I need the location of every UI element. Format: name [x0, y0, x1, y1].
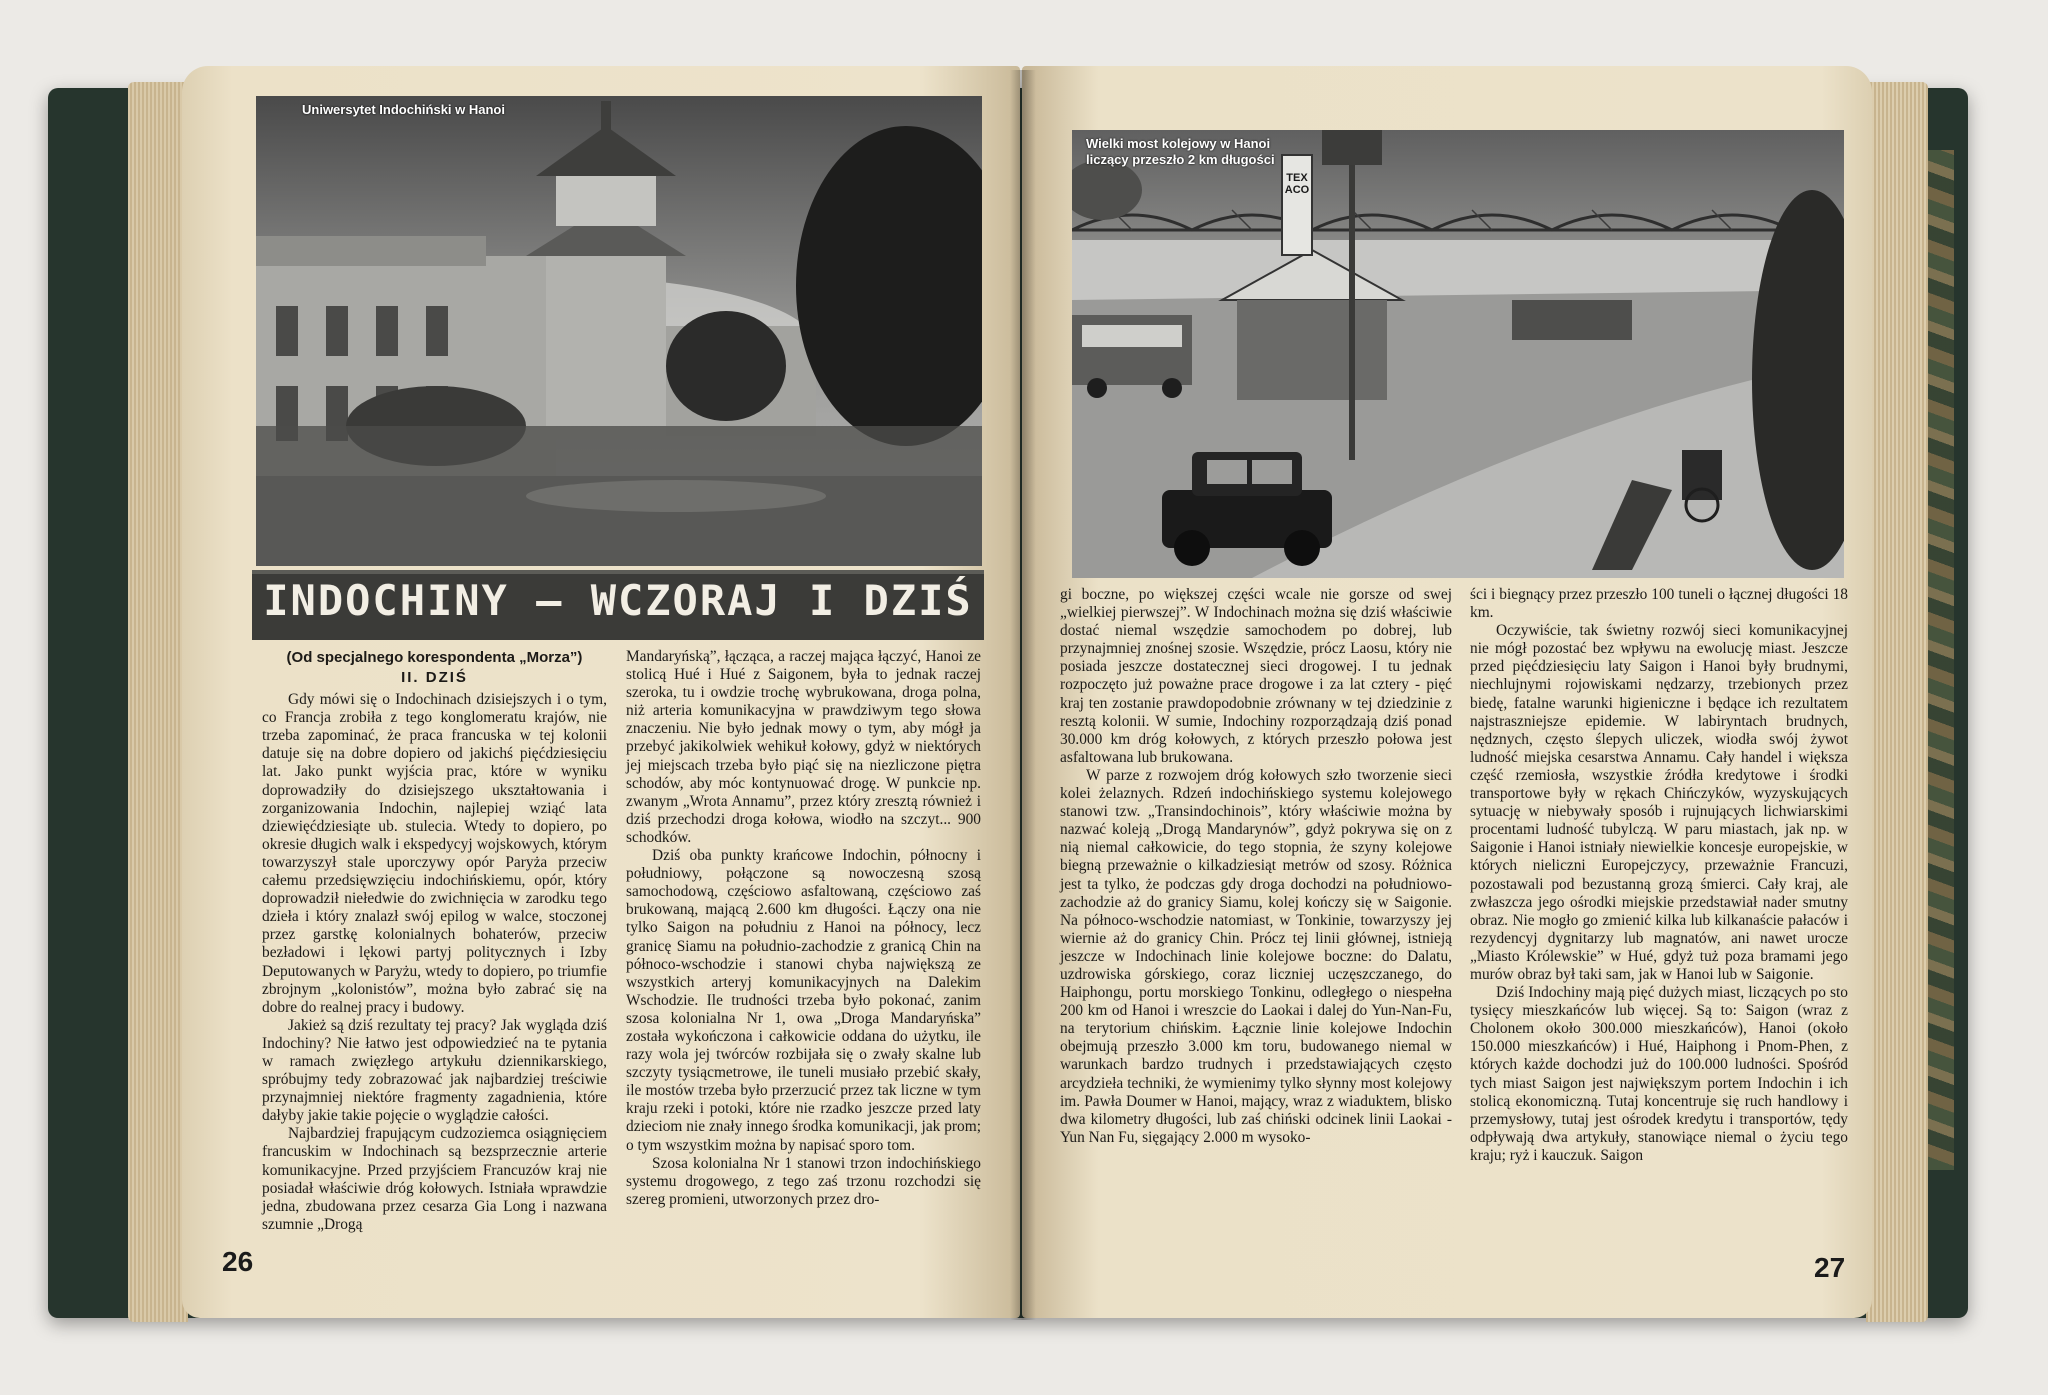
right-page: [1022, 66, 1872, 1318]
paragraph: Najbardziej frapującym cudzoziemca osiągnięciem francuskim w Indochinach są bezsprzecznie arterie komunikacyjne. Przed przyjściem Francuzów kraj nie posiadał właściwie dróg kołowych. Istniała wprawdzie jedna, zbudowana przez cesarza Gia Long i nazwana szumnie „Drogą: [262, 1125, 607, 1233]
left-column-1: [262, 648, 607, 1234]
left-column-2: [626, 648, 981, 1209]
marbled-edge: [1924, 150, 1954, 1170]
article-headline: [252, 570, 984, 640]
right-column-2: [1470, 586, 1848, 1165]
page-block-right: [1866, 82, 1928, 1322]
book-gutter: [1010, 70, 1036, 1320]
paragraph: Dziś Indochiny mają pięć dużych miast, liczących po sto tysięcy mieszkańców lub więcej. Są to: Saigon (wraz z Cholonem około 300.000 mieszkańców), Hanoi (około 150.000 mieszkańców) i Hué, Haiphong i Pnom-Phen, z których każde dochodzi już do 100.000 ludności. Spośród tych miast Saigon jest największym portem Indochin i ich stolicą ekonomiczną. Tutaj koncentruje się ruch handlowy i przemysłowy, tutaj jest ośrodek kredytu i transportów, tędy odpływają dwa artykuły, stanowiące niemal o życiu tego kraju; ryż i kauczuk. Saigon: [1470, 984, 1848, 1164]
page-block-left: [128, 82, 188, 1322]
headline-text: INDOCHINY – WCZORAJ I DZIŚ: [263, 576, 973, 625]
page-number-left: 26: [222, 1246, 254, 1277]
texaco-sign: TEXACO: [1284, 172, 1310, 196]
photo-caption: Uniwersytet Indochiński w Hanoi: [302, 102, 505, 117]
section-heading: II. DZIŚ: [401, 669, 468, 686]
paragraph: Oczywiście, tak świetny rozwój sieci komunikacyjnej nie mógł pozostać bez wpływu na ewolucję miast. Jeszcze przed pięćdziesięciu laty Saigon i Hanoi były brudnymi, niechlujnymi rojowiskami nędzarzy, trzebionych przez biedę, fatalne warunki higieniczne i będące ich rezultatem najstraszniejsze epidemie. W labiryntach brudnych, nędznych, często ślepych uliczek, wiodła swój żywot ludność miejska cesarstwa Annamu. Cały handel i większa część rzemiosła, wszystkie źródła kredytowe i środki transportowe były w rękach Chińczyków, wyzyskujących sytuację w niebywały sposób i rujnujących lichwiarskimi procentami ludność tubylczą. W paru miastach, jak np. w Saigonie i Hanoi istniały niewielkie koncesje europejskie, w których nieliczni Europejczycy, przeważnie Francuzi, pozostawali pod bezustanną grozą śmierci. Cały kraj, ale zwłaszcza jego ośrodki miejskie przedstawiał nader smutny obraz. Nie mogło go zmienić kilka lub kilkanaście pałaców i rezydencyj dygnitarzy lub magnatów, ani nawet urocze „Miasto Królewskie” w Hué, gdyż tuż poza bramami jego murów obraz był taki sam, jak w Hanoi lub w Saigonie.: [1470, 622, 1848, 983]
university-photo: [256, 96, 982, 566]
page-number-right: 27: [1814, 1252, 1846, 1283]
paragraph: gi boczne, po większej części wcale nie gorsze od swej „wielkiej pierwszej”. W Indochinach można się dziś właściwie dostać niemal wszędzie samochodem po dobrej, lub przynajmniej znośnej szosie. Wszędzie, prócz Laosu, który nie posiada jeszcze dostatecznej sieci drogowej. I tu jednak rozpoczęto już poważne prace drogowe i za lat cztery - pięć kraj ten zostanie prawdopodobnie zrównany w tej dziedzinie z resztą kolonii. W sumie, Indochiny rozporządzają dziś ponad 30.000 km dróg kołowych, z których przeszło połowa jest asfaltowana lub brukowana.: [1060, 586, 1452, 766]
paragraph: Jakież są dziś rezultaty tej pracy? Jak wygląda dziś Indochiny? Nie łatwo jest odpowiedzieć na te pytania w ramach zwięzłego artykułu dziennikarskiego, spróbujmy tedy zobrazować jak najbardziej treściwie przynajmniej niektóre fragmenty zagadnienia, które dałyby jakie takie pojęcie o wyglądzie całości.: [262, 1016, 607, 1125]
photo-caption: Wielki most kolejowy w Hanoi liczący przeszło 2 km długości: [1086, 136, 1275, 167]
paragraph: W parze z rozwojem dróg kołowych szło tworzenie sieci kolei żelaznych. Rdzeń indochińskiego systemu kolejowego stanowi tzw. „Transindochinois”, który właściwie można by nazwać koleją „Drogą Mandarynów”, gdyż pokrywa się on z nią niemal całkowicie, do tego stopnia, że szyny kolejowe biegną przeważnie o kilkadziesiąt metrów od szosy. Różnica jest ta tylko, że podczas gdy droga dochodzi na południowo-zachodzie aż do granicy Siamu, kolej kończy się w Saigonie. Na północo-wschodzie natomiast, w Tonkinie, towarzyszy jej wiernie aż do granicy Chin. Prócz tej linii głównej, istnieją jeszcze w Indochinach linie kolejowe boczne: do Dalatu, uzdrowiska górskiego, coraz liczniej uczęszczanego, do Haiphongu, portu morskiego Tonkinu, odległego o niespełna 200 km od Hanoi i wreszcie do Laokai i dalej do Yun-Nan-Fu, na terytorium chińskim. Łącznie linie kolejowe Indochin obejmują przeszło 3.000 km toru, budowanego niemal w warunkach bardzo trudnych i przedstawiających często arcydzieła techniki, że wymienimy tylko słynny most kolejowy im. Pawła Doumer w Hanoi, mający, wraz z wiaduktem, blisko dwa kilometry długości, lub zaś chiński odcinek linii Laokai - Yun Nan Fu, sięgający 2.000 m wysoko-: [1060, 766, 1452, 1146]
paragraph: Mandaryńską”, łącząca, a raczej mająca łączyć, Hanoi ze stolicą Hué i Hué z Saigonem, była to jednak raczej szeroka, tu i owdzie trochę wybrukowana, droga polna, niż arteria komunikacyjna w prawdziwym tego słowa znaczeniu. Nie było jednak mowy o tym, aby mógł ja przebyć jakikolwiek wehikuł kołowy, gdyż w niektórych jej miejscach trzeba było piąć się na niezliczone piętra schodów, aby móc kontynuować drogę. W punkcie np. zwanym „Wrota Annamu”, przez który zresztą również i dziś przechodzi droga kołowa, wiodło na szczyt... 900 schodków.: [626, 648, 981, 846]
byline: (Od specjalnego korespondenta „Morza”): [286, 649, 583, 666]
paragraph: Dziś oba punkty krańcowe Indochin, północny i południowy, połączone są nowoczesną szosą samochodową, częściowo asfaltowaną, częściowo zaś brukowaną, mającą 2.600 km długości. Łączy ona nie tylko Saigon na południu z Hanoi na północy, lecz granicę Siamu na południo-zachodzie z granicą Chin na północo-wschodzie i stanowi chyba największą ze wszystkich arteryj komunikacyjnych na Dalekim Wschodzie. Ile trudności trzeba było pokonać, zanim szosa kolonialna Nr 1, owa „Droga Mandaryńska” została wykończona i całkowicie oddana do użytku, ile razy wola jej twórców rozbijała się o zwały skalne lub szczyty tysiącmetrowe, ile tuneli musiało przebić skały, ile mostów trzeba było przerzucić przez tak liczne w tym kraju rzeki i potoki, które nie rzadko jeszcze przed laty dzieciom nie znały innego środka komunikacji, jak prom; o tym wszystkim można by napisać sporo tom.: [626, 847, 981, 1154]
paragraph: ści i biegnący przez przeszło 100 tuneli o łącznej długości 18 km.: [1470, 586, 1848, 622]
left-page: [182, 66, 1020, 1318]
paragraph: Szosa kolonialna Nr 1 stanowi trzon indochińskiego systemu drogowego, z tego zaś trzonu rozchodzi się szereg promieni, utworzonych przez dro-: [626, 1154, 981, 1208]
paragraph: Gdy mówi się o Indochinach dzisiejszych i o tym, co Francja zrobiła z tego konglomeratu krajów, nie trzeba zapominać, że praca francuska w tej kolonii datuje się na dobre dopiero od jakichś pięćdziesięciu lat. Jako punkt wyjścia prac, które w wyniku doprowadziły do dzisiejszego ukształtowania i zorganizowania Indochin, najlepiej wziąć lata dziewięćdziesiąte ub. stulecia. Wtedy to dopiero, po okresie długich walk i ekspedycyj wojskowych, którym towarzyszył stale uporczywy opór Paryża przeciw całemu przedsięwzięciu indochińskiemu, opór, który doprowadził niełedwie do zwichnięcia w zarodku tego dzieła i który znalazł swój epilog w walce, stoczonej przez garstkę kolonialnych bohaterów, przeciw bezładowi i lękowi partyj politycznych i Izby Deputowanych w Paryżu, wtedy to dopiero, po triumfie zbrojnym „kolonistów”, można było zabrać się na dobre do realnej pracy i budowy.: [262, 691, 607, 1016]
bridge-photo: [1072, 130, 1844, 578]
right-column-1: [1060, 586, 1452, 1147]
